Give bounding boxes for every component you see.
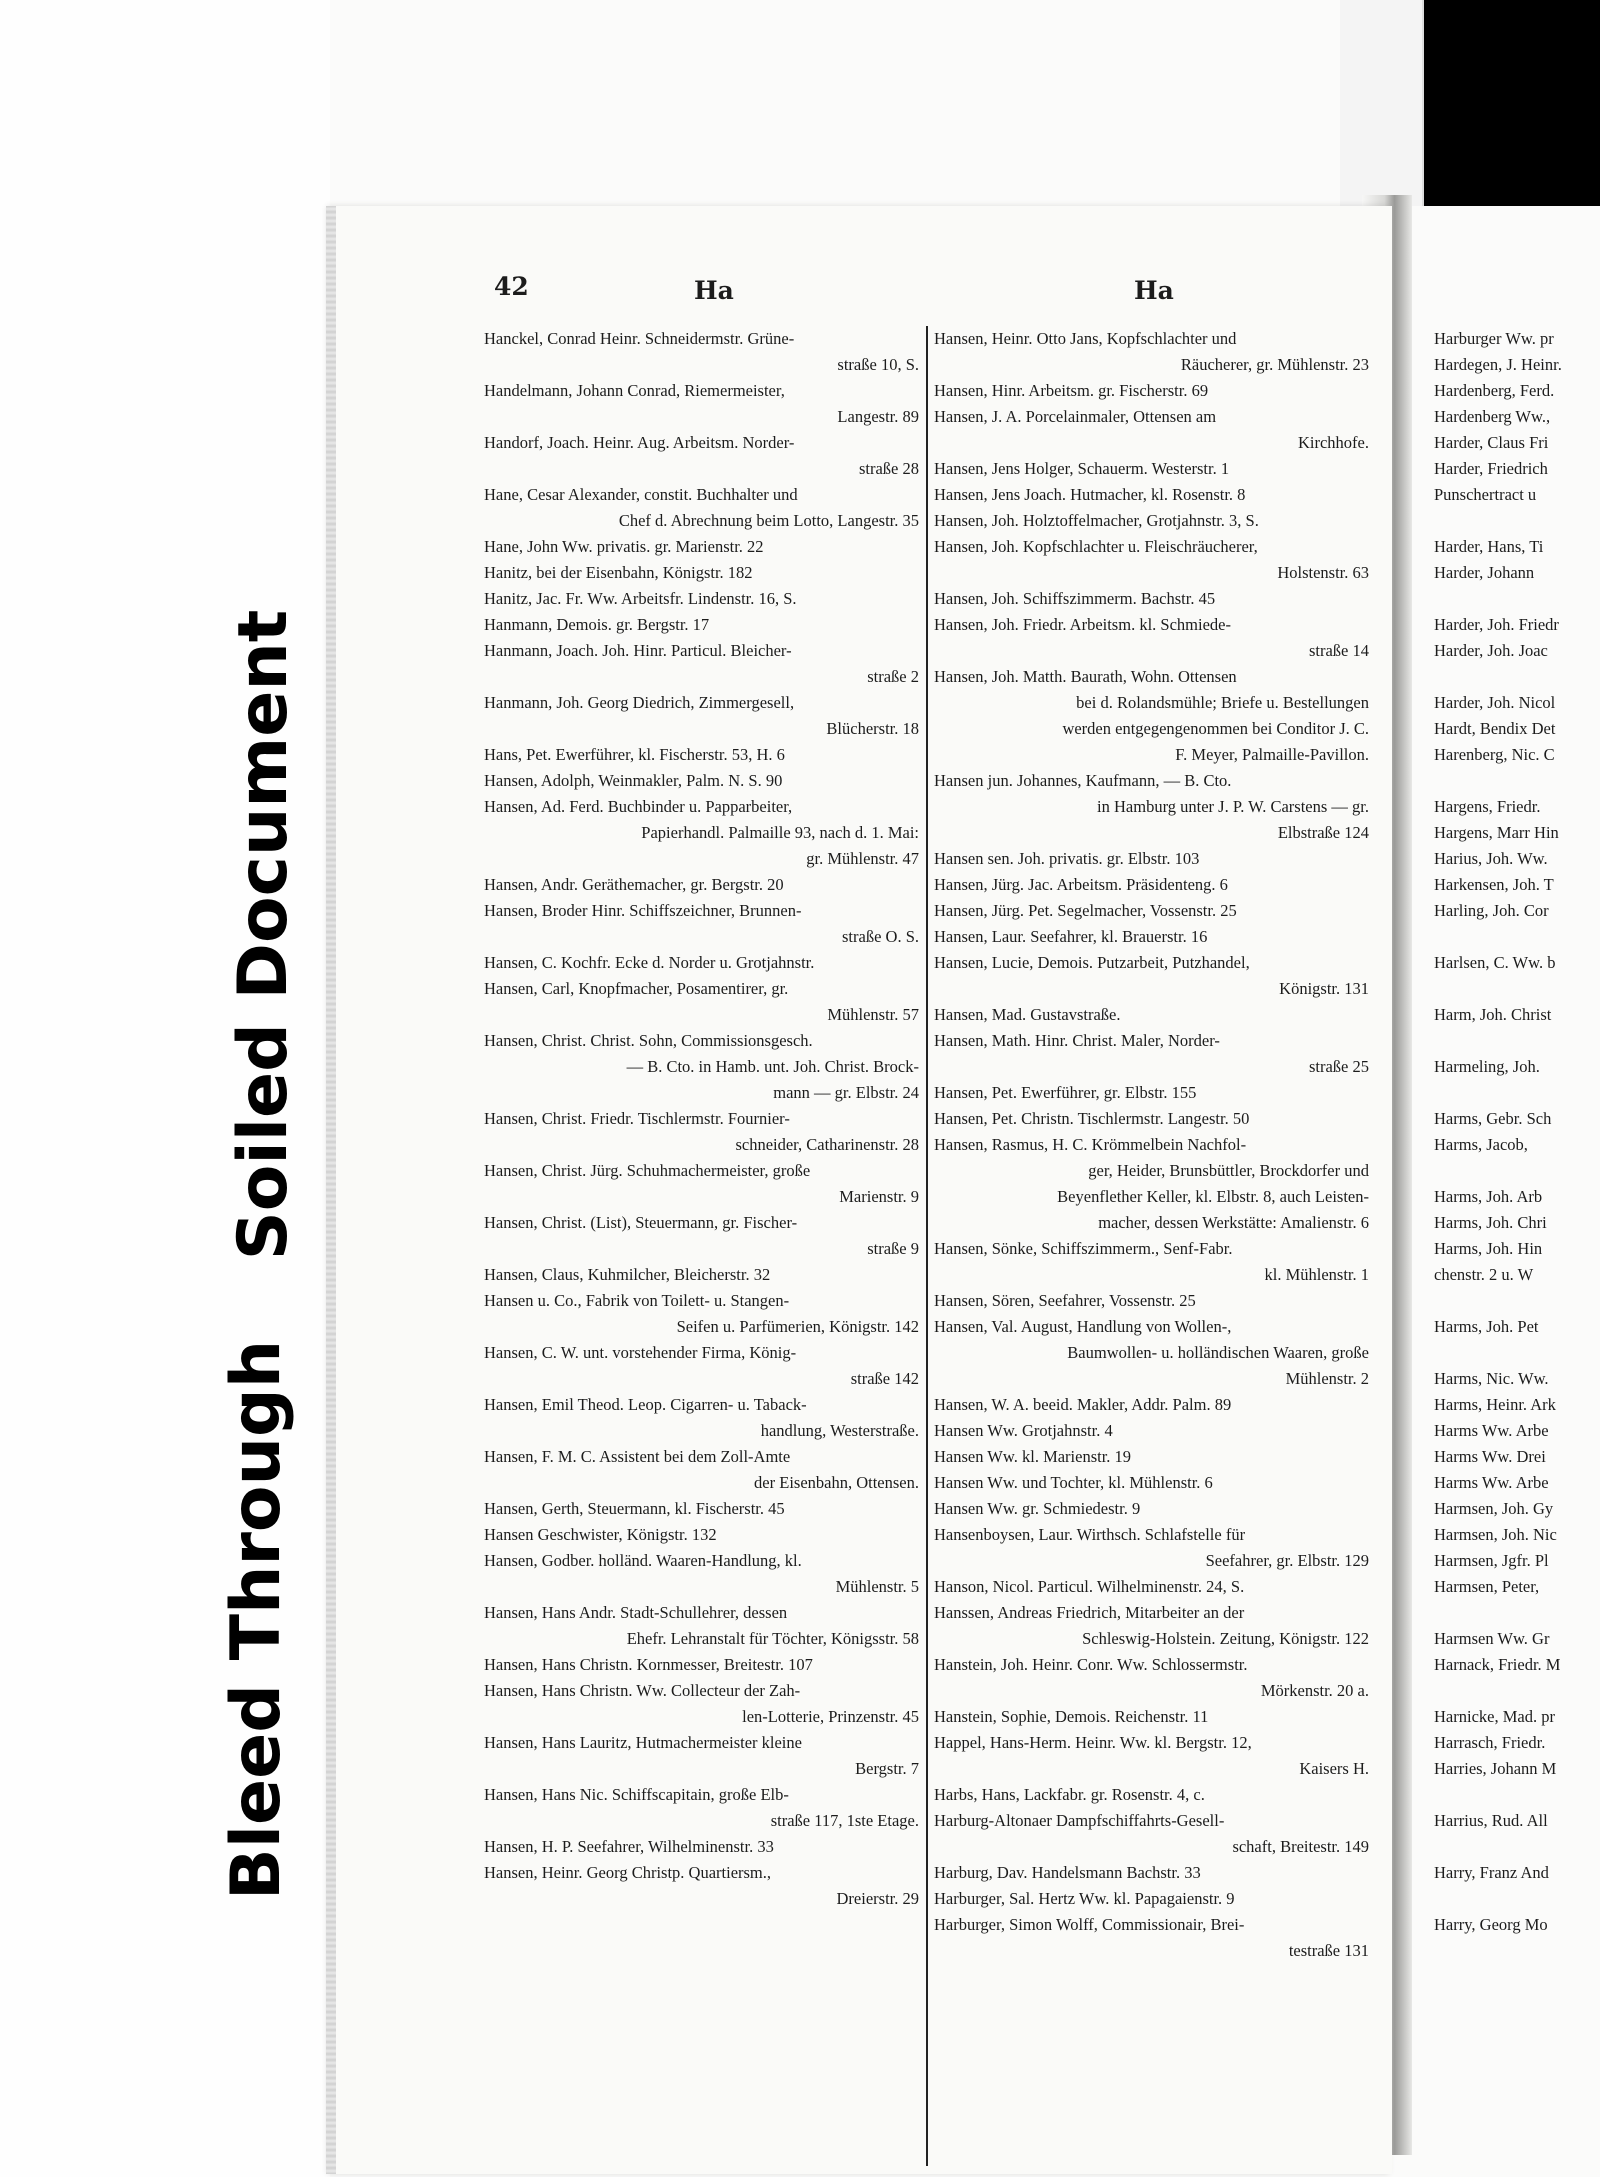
- directory-entry-line: Harmsen, Joh. Nic: [1434, 1525, 1557, 1544]
- directory-entry-line: Mühlenstr. 57: [827, 1005, 919, 1024]
- directory-entry-line: Harburger Ww. pr: [1434, 329, 1554, 348]
- directory-entry-line: Hansen, Adolph, Weinmakler, Palm. N. S. 90: [484, 771, 783, 790]
- directory-entry-line: gr. Mühlenstr. 47: [806, 849, 919, 868]
- directory-entry-line: [1434, 1158, 1600, 1184]
- directory-entry-line: Harmsen Ww. Gr: [1434, 1629, 1550, 1648]
- directory-entry-line: schaft, Breitestr. 149: [1232, 1837, 1369, 1856]
- directory-entry-line: Harms, Heinr. Ark: [1434, 1395, 1556, 1414]
- directory-entry-line: Harrius, Rud. All: [1434, 1811, 1548, 1830]
- directory-entry-line: straße 10, S.: [837, 355, 919, 374]
- directory-entry-line: Harder, Joh. Friedr: [1434, 615, 1559, 634]
- directory-entry-line: Hansen u. Co., Fabrik von Toilett- u. Stangen-: [484, 1291, 790, 1310]
- column-divider: [926, 326, 928, 2166]
- directory-entry-line: Hansen, Val. August, Handlung von Wollen-,: [934, 1317, 1232, 1336]
- directory-entry-line: Hansen Geschwister, Königstr. 132: [484, 1525, 717, 1544]
- directory-entry-line: Hansen, J. A. Porcelainmaler, Ottensen am: [934, 407, 1217, 426]
- directory-entry-line: Hansen, Hans Lauritz, Hutmachermeister kleine: [484, 1733, 802, 1752]
- directory-entry-line: Harms, Nic. Ww.: [1434, 1369, 1549, 1388]
- directory-entry-line: Hansen, Christ. Christ. Sohn, Commissionsgesch.: [484, 1031, 813, 1050]
- directory-entry-line: straße 2: [867, 667, 919, 686]
- directory-entry-line: werden entgegengenommen bei Conditor J. C.: [1062, 719, 1369, 738]
- directory-entry-line: Hansen, Ad. Ferd. Buchbinder u. Papparbeiter,: [484, 797, 793, 816]
- directory-entry-line: straße 117, 1ste Etage.: [770, 1811, 919, 1830]
- directory-entry-line: Hansen, F. M. C. Assistent bei dem Zoll-Amte: [484, 1447, 791, 1466]
- directory-entry-line: Hansen, Christ. Friedr. Tischlermstr. Fournier-: [484, 1109, 790, 1128]
- directory-entry-line: Harburger, Simon Wolff, Commissionair, Brei-: [934, 1915, 1245, 1934]
- directory-entry-line: Harbs, Hans, Lackfabr. gr. Rosenstr. 4, c.: [934, 1785, 1205, 1804]
- directory-entry-line: Hansen sen. Joh. privatis. gr. Elbstr. 103: [934, 849, 1200, 868]
- directory-entry-line: [1434, 1340, 1600, 1366]
- directory-column-next-page: [1434, 326, 1600, 1938]
- directory-entry-line: Harder, Joh. Joac: [1434, 641, 1548, 660]
- directory-entry-line: Harry, Georg Mo: [1434, 1915, 1548, 1934]
- directory-entry-line: Harling, Joh. Cor: [1434, 901, 1549, 920]
- directory-entry-line: Harder, Claus Fri: [1434, 433, 1549, 452]
- directory-entry-line: Hansen, Christ. Jürg. Schuhmachermeister, große: [484, 1161, 811, 1180]
- directory-entry-line: Harms, Jacob,: [1434, 1135, 1528, 1154]
- directory-entry-line: [1434, 1080, 1600, 1106]
- directory-entry-line: Hanitz, bei der Eisenbahn, Königstr. 182: [484, 563, 753, 582]
- next-page-edge: [1412, 206, 1600, 2177]
- directory-entry-line: [1434, 1288, 1600, 1314]
- directory-entry-line: [1434, 1028, 1600, 1054]
- directory-entry-line: Hansen, Hans Christn. Kornmesser, Breitestr. 107: [484, 1655, 813, 1674]
- directory-entry-line: Chef d. Abrechnung beim Lotto, Langestr. 35: [618, 511, 919, 530]
- directory-entry-line: Hardenberg, Ferd.: [1434, 381, 1555, 400]
- directory-entry-line: [1434, 924, 1600, 950]
- directory-column-right: [934, 326, 1369, 1964]
- directory-entry-line: Harburg-Altonaer Dampfschiffahrts-Gesell-: [934, 1811, 1225, 1830]
- directory-entry-line: Mühlenstr. 5: [835, 1577, 919, 1596]
- directory-entry-line: Hansen, Claus, Kuhmilcher, Bleicherstr. 32: [484, 1265, 771, 1284]
- directory-entry-line: ger, Heider, Brunsbüttler, Brockdorfer und: [1088, 1161, 1369, 1180]
- directory-entry-line: Königstr. 131: [1279, 979, 1369, 998]
- directory-entry-line: Hansen, Hinr. Arbeitsm. gr. Fischerstr. 69: [934, 381, 1209, 400]
- directory-entry-line: macher, dessen Werkstätte: Amalienstr. 6: [1098, 1213, 1369, 1232]
- directory-entry-line: Hansen, C. Kochfr. Ecke d. Norder u. Grotjahnstr.: [484, 953, 815, 972]
- directory-entry-line: Harius, Joh. Ww.: [1434, 849, 1548, 868]
- directory-entry-line: testraße 131: [1288, 1941, 1369, 1960]
- directory-entry-line: Holstenstr. 63: [1277, 563, 1369, 582]
- directory-entry-line: Hanitz, Jac. Fr. Ww. Arbeitsfr. Lindenstr. 16, S.: [484, 589, 797, 608]
- directory-entry-line: Hansen, Hans Andr. Stadt-Schullehrer, dessen: [484, 1603, 788, 1622]
- soiled-document-label: Soiled Document: [224, 609, 303, 1261]
- directory-entry-line: Hansen, Jürg. Jac. Arbeitsm. Präsidenteng. 6: [934, 875, 1228, 894]
- directory-entry-line: straße 28: [858, 459, 919, 478]
- directory-entry-line: Harenberg, Nic. C: [1434, 745, 1555, 764]
- directory-entry-line: Hanckel, Conrad Heinr. Schneidermstr. Grüne-: [484, 329, 795, 348]
- directory-entry-line: Hanmann, Joach. Joh. Hinr. Particul. Bleicher-: [484, 641, 792, 660]
- directory-entry-line: straße 9: [867, 1239, 919, 1258]
- directory-entry-line: Harnicke, Mad. pr: [1434, 1707, 1555, 1726]
- directory-entry-line: len-Lotterie, Prinzenstr. 45: [742, 1707, 919, 1726]
- directory-entry-line: Hansen Ww. gr. Schmiedestr. 9: [934, 1499, 1141, 1518]
- directory-entry-line: Hansen, Sören, Seefahrer, Vossenstr. 25: [934, 1291, 1196, 1310]
- directory-entry-line: Hansen, Joh. Holztoffelmacher, Grotjahnstr. 3, S.: [934, 511, 1259, 530]
- directory-entry-line: Hansen, Pet. Christn. Tischlermstr. Langestr. 50: [934, 1109, 1250, 1128]
- directory-entry-line: Hansen, H. P. Seefahrer, Wilhelminenstr. 33: [484, 1837, 774, 1856]
- directory-entry-line: chenstr. 2 u. W: [1434, 1265, 1534, 1284]
- directory-entry-line: Hanstein, Joh. Heinr. Conr. Ww. Schlossermstr.: [934, 1655, 1248, 1674]
- directory-entry-line: Harburg, Dav. Handelsmann Bachstr. 33: [934, 1863, 1201, 1882]
- directory-entry-line: Hansen, Joh. Schiffszimmerm. Bachstr. 45: [934, 589, 1216, 608]
- directory-entry-line: Harmeling, Joh.: [1434, 1057, 1540, 1076]
- directory-entry-line: Hansen Ww. kl. Marienstr. 19: [934, 1447, 1132, 1466]
- directory-entry-line: Harrasch, Friedr.: [1434, 1733, 1546, 1752]
- directory-entry-line: Harder, Friedrich: [1434, 459, 1548, 478]
- directory-entry-line: Punschertract u: [1434, 485, 1537, 504]
- directory-entry-line: Hansen, W. A. beeid. Makler, Addr. Palm. 89: [934, 1395, 1232, 1414]
- page-number: 42: [494, 272, 529, 301]
- directory-entry-line: Hansen, Mad. Gustavstraße.: [934, 1005, 1121, 1024]
- directory-entry-line: schneider, Catharinenstr. 28: [735, 1135, 919, 1154]
- directory-entry-line: Hansenboysen, Laur. Wirthsch. Schlafstelle für: [934, 1525, 1246, 1544]
- directory-entry-line: Beyenflether Keller, kl. Elbstr. 8, auch Leisten-: [1057, 1187, 1369, 1206]
- directory-entry-line: Hansen, Rasmus, H. C. Krömmelbein Nachfol-: [934, 1135, 1247, 1154]
- directory-entry-line: Handorf, Joach. Heinr. Aug. Arbeitsm. Norder-: [484, 433, 795, 452]
- directory-entry-line: [1434, 1782, 1600, 1808]
- directory-entry-line: mann — gr. Elbstr. 24: [773, 1083, 919, 1102]
- directory-entry-line: Hansen, Joh. Matth. Baurath, Wohn. Ottensen: [934, 667, 1237, 686]
- directory-entry-line: handlung, Westerstraße.: [760, 1421, 919, 1440]
- directory-entry-line: Hansen, Broder Hinr. Schiffszeichner, Brunnen-: [484, 901, 802, 920]
- directory-entry-line: Harms, Joh. Hin: [1434, 1239, 1543, 1258]
- directory-entry-line: Hargens, Friedr.: [1434, 797, 1541, 816]
- directory-entry-line: Seifen u. Parfümerien, Königstr. 142: [676, 1317, 919, 1336]
- directory-entry-line: Harms Ww. Arbe: [1434, 1421, 1549, 1440]
- directory-entry-line: [1434, 586, 1600, 612]
- directory-entry-line: Hargens, Marr Hin: [1434, 823, 1559, 842]
- book-page: [330, 206, 1392, 2174]
- directory-entry-line: Papierhandl. Palmaille 93, nach d. 1. Mai:: [641, 823, 919, 842]
- directory-entry-line: Hardt, Bendix Det: [1434, 719, 1556, 738]
- directory-entry-line: Hansen, Pet. Ewerführer, gr. Elbstr. 155: [934, 1083, 1197, 1102]
- directory-entry-line: Hansen, Jens Holger, Schauerm. Westerstr. 1: [934, 459, 1230, 478]
- directory-entry-line: straße 14: [1308, 641, 1369, 660]
- directory-entry-line: Hansen, Math. Hinr. Christ. Maler, Norder-: [934, 1031, 1220, 1050]
- directory-entry-line: straße 25: [1308, 1057, 1369, 1076]
- directory-entry-line: Hansen, Joh. Friedr. Arbeitsm. kl. Schmiede-: [934, 615, 1231, 634]
- directory-entry-line: Hansen, Godber. holländ. Waaren-Handlung, kl.: [484, 1551, 802, 1570]
- directory-entry-line: Schleswig-Holstein. Zeitung, Königstr. 122: [1082, 1629, 1369, 1648]
- directory-entry-line: Hansen, Jens Joach. Hutmacher, kl. Rosenstr. 8: [934, 485, 1246, 504]
- directory-entry-line: Seefahrer, gr. Elbstr. 129: [1205, 1551, 1369, 1570]
- directory-entry-line: Hane, John Ww. privatis. gr. Marienstr. 22: [484, 537, 764, 556]
- directory-entry-line: Hanson, Nicol. Particul. Wilhelminenstr. 24, S.: [934, 1577, 1245, 1596]
- directory-entry-line: Kaisers H.: [1299, 1759, 1369, 1778]
- directory-entry-line: Dreierstr. 29: [836, 1889, 919, 1908]
- directory-entry-line: Hansen, Hans Christn. Ww. Collecteur der Zah-: [484, 1681, 801, 1700]
- directory-entry-line: Hansen, Lucie, Demois. Putzarbeit, Putzhandel,: [934, 953, 1250, 972]
- directory-entry-line: Harlsen, C. Ww. b: [1434, 953, 1556, 972]
- directory-entry-line: Harm, Joh. Christ: [1434, 1005, 1552, 1024]
- directory-entry-line: Räucherer, gr. Mühlenstr. 23: [1180, 355, 1369, 374]
- directory-entry-line: straße 142: [850, 1369, 919, 1388]
- directory-entry-line: F. Meyer, Palmaille-Pavillon.: [1175, 745, 1369, 764]
- directory-entry-line: Harder, Johann: [1434, 563, 1535, 582]
- directory-entry-line: Hanmann, Joh. Georg Diedrich, Zimmergesell,: [484, 693, 795, 712]
- directory-entry-line: Harms, Joh. Chri: [1434, 1213, 1547, 1232]
- directory-entry-line: Hansen jun. Johannes, Kaufmann, — B. Cto.: [934, 771, 1232, 790]
- directory-entry-line: Langestr. 89: [837, 407, 919, 426]
- directory-entry-line: Harmsen, Peter,: [1434, 1577, 1540, 1596]
- directory-entry-line: Hanssen, Andreas Friedrich, Mitarbeiter an der: [934, 1603, 1245, 1622]
- directory-entry-line: Hansen, Joh. Kopfschlachter u. Fleischräucherer,: [934, 537, 1258, 556]
- directory-entry-line: [1434, 976, 1600, 1002]
- directory-entry-line: der Eisenbahn, Ottensen.: [754, 1473, 919, 1492]
- directory-entry-line: Harms, Gebr. Sch: [1434, 1109, 1552, 1128]
- directory-entry-line: Hansen Ww. Grotjahnstr. 4: [934, 1421, 1113, 1440]
- directory-entry-line: Hansen, C. W. unt. vorstehender Firma, König-: [484, 1343, 797, 1362]
- directory-entry-line: Harms, Joh. Pet: [1434, 1317, 1539, 1336]
- directory-entry-line: Hansen, Sönke, Schiffszimmerm., Senf-Fabr.: [934, 1239, 1233, 1258]
- bleed-through-label: Bleed Through: [217, 1339, 296, 1901]
- directory-entry-line: [1434, 1600, 1600, 1626]
- directory-entry-line: Hansen, Christ. (List), Steuermann, gr. Fischer-: [484, 1213, 798, 1232]
- directory-entry-line: Mörkenstr. 20 a.: [1260, 1681, 1369, 1700]
- directory-entry-line: Hansen, Heinr. Georg Christp. Quartiersm.,: [484, 1863, 772, 1882]
- directory-entry-line: Hansen, Hans Nic. Schiffscapitain, große Elb-: [484, 1785, 789, 1804]
- directory-entry-line: Harry, Franz And: [1434, 1863, 1549, 1882]
- directory-entry-line: Hane, Cesar Alexander, constit. Buchhalter und: [484, 485, 798, 504]
- directory-entry-line: Hardenberg Ww.,: [1434, 407, 1551, 426]
- directory-entry-line: Hansen, Heinr. Otto Jans, Kopfschlachter und: [934, 329, 1237, 348]
- directory-entry-line: Harnack, Friedr. M: [1434, 1655, 1561, 1674]
- directory-entry-line: [1434, 1678, 1600, 1704]
- directory-entry-line: Harmsen, Joh. Gy: [1434, 1499, 1554, 1518]
- directory-entry-line: Baumwollen- u. holländischen Waaren, große: [1067, 1343, 1369, 1362]
- directory-entry-line: in Hamburg unter J. P. W. Carstens — gr.: [1097, 797, 1369, 816]
- directory-entry-line: Hans, Pet. Ewerführer, kl. Fischerstr. 53, H. 6: [484, 745, 785, 764]
- directory-entry-line: Harder, Hans, Ti: [1434, 537, 1544, 556]
- directory-entry-line: Handelmann, Johann Conrad, Riemermeister,: [484, 381, 785, 400]
- directory-entry-line: Harmsen, Jgfr. Pl: [1434, 1551, 1549, 1570]
- directory-entry-line: [1434, 1834, 1600, 1860]
- directory-entry-line: Kirchhofe.: [1297, 433, 1369, 452]
- directory-entry-line: [1434, 664, 1600, 690]
- directory-entry-line: Hansen, Andr. Geräthemacher, gr. Bergstr. 20: [484, 875, 784, 894]
- directory-entry-line: Harms, Joh. Arb: [1434, 1187, 1543, 1206]
- directory-entry-line: Hansen, Laur. Seefahrer, kl. Brauerstr. 16: [934, 927, 1208, 946]
- directory-entry-line: Harder, Joh. Nicol: [1434, 693, 1556, 712]
- directory-entry-line: Hansen, Carl, Knopfmacher, Posamentirer, gr.: [484, 979, 789, 998]
- directory-entry-line: Hansen, Emil Theod. Leop. Cigarren- u. Taback-: [484, 1395, 807, 1414]
- directory-entry-line: [1434, 508, 1600, 534]
- directory-entry-line: [1434, 1886, 1600, 1912]
- directory-entry-line: bei d. Rolandsmühle; Briefe u. Bestellungen: [1076, 693, 1369, 712]
- directory-entry-line: Happel, Hans-Herm. Heinr. Ww. kl. Bergstr. 12,: [934, 1733, 1252, 1752]
- directory-column-left: [484, 326, 919, 1912]
- directory-entry-line: Mühlenstr. 2: [1285, 1369, 1369, 1388]
- directory-entry-line: Harms Ww. Drei: [1434, 1447, 1546, 1466]
- directory-entry-line: Ehefr. Lehranstalt für Töchter, Königsstr. 58: [626, 1629, 919, 1648]
- directory-entry-line: kl. Mühlenstr. 1: [1264, 1265, 1369, 1284]
- running-head-right: Ha: [1134, 276, 1174, 305]
- directory-entry-line: Hansen, Gerth, Steuermann, kl. Fischerstr. 45: [484, 1499, 785, 1518]
- directory-entry-line: Marienstr. 9: [839, 1187, 919, 1206]
- directory-entry-line: Elbstraße 124: [1277, 823, 1369, 842]
- directory-entry-line: Harburger, Sal. Hertz Ww. kl. Papagaienstr. 9: [934, 1889, 1235, 1908]
- directory-entry-line: Harries, Johann M: [1434, 1759, 1557, 1778]
- directory-entry-line: Harkensen, Joh. T: [1434, 875, 1554, 894]
- running-head-left: Ha: [694, 276, 734, 305]
- directory-entry-line: Hardegen, J. Heinr.: [1434, 355, 1562, 374]
- directory-entry-line: [1434, 768, 1600, 794]
- directory-entry-line: Bergstr. 7: [855, 1759, 919, 1778]
- directory-entry-line: straße O. S.: [842, 927, 919, 946]
- directory-entry-line: — B. Cto. in Hamb. unt. Joh. Christ. Brock-: [626, 1057, 919, 1076]
- directory-entry-line: Hansen Ww. und Tochter, kl. Mühlenstr. 6: [934, 1473, 1213, 1492]
- directory-entry-line: Hansen, Jürg. Pet. Segelmacher, Vossenstr. 25: [934, 901, 1237, 920]
- directory-entry-line: Harms Ww. Arbe: [1434, 1473, 1549, 1492]
- directory-entry-line: Hanstein, Sophie, Demois. Reichenstr. 11: [934, 1707, 1209, 1726]
- directory-entry-line: Hanmann, Demois. gr. Bergstr. 17: [484, 615, 710, 634]
- directory-entry-line: Blücherstr. 18: [826, 719, 919, 738]
